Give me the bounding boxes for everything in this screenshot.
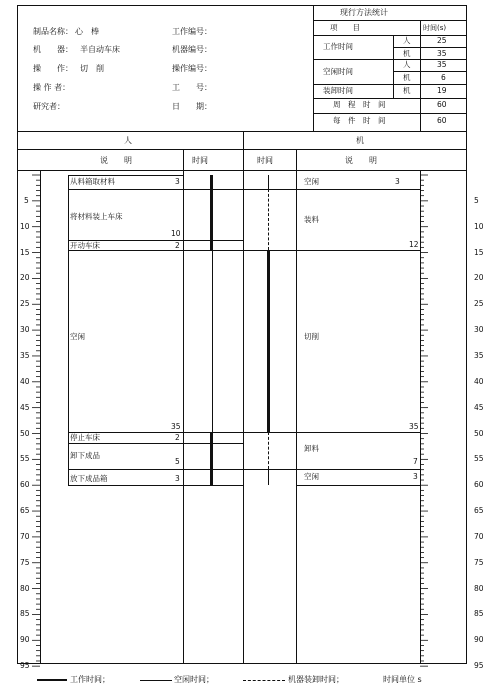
right-scale-label: 10 bbox=[474, 221, 484, 231]
person-row-1-text: 从料箱取材料 bbox=[70, 177, 115, 186]
legend-idle-line bbox=[140, 680, 172, 681]
legend-unit: 时间单位 s bbox=[383, 675, 422, 684]
researcher-label: 研究者： bbox=[33, 102, 65, 111]
left-scale-label: 35 bbox=[20, 350, 30, 360]
machine-row-4-text: 卸料 bbox=[304, 444, 319, 453]
person-row-6-value: 5 bbox=[175, 457, 180, 466]
operation-value: 切 削 bbox=[80, 64, 104, 73]
left-scale-label: 25 bbox=[20, 299, 30, 309]
machine-no-label: 机器编号： bbox=[172, 45, 212, 54]
person-header: 人 bbox=[124, 136, 132, 145]
machine-row-5-text: 空闲 bbox=[304, 472, 319, 481]
left-scale-label: 90 bbox=[20, 635, 30, 645]
person-row-4-value: 35 bbox=[171, 422, 181, 431]
right-scale-label: 80 bbox=[474, 583, 484, 593]
left-scale-label: 55 bbox=[20, 454, 30, 464]
right-scale-label: 50 bbox=[474, 428, 484, 438]
operation-label: 操 作： bbox=[33, 64, 73, 73]
left-scale-label: 20 bbox=[20, 273, 30, 283]
right-scale-label: 45 bbox=[474, 402, 484, 412]
person-row-3-value: 2 bbox=[175, 241, 180, 250]
right-scale-label: 65 bbox=[474, 506, 484, 516]
left-scale-label: 15 bbox=[20, 247, 30, 257]
person-row-5-value: 2 bbox=[175, 433, 180, 442]
left-scale-label: 80 bbox=[20, 583, 30, 593]
right-scale-label: 40 bbox=[474, 376, 484, 386]
right-scale-label: 85 bbox=[474, 609, 484, 619]
person-row-2-text: 将材料装上车床 bbox=[70, 212, 123, 221]
left-scale-label: 50 bbox=[20, 428, 30, 438]
stats-title: 现行方法统计 bbox=[340, 8, 388, 17]
right-scale-label: 25 bbox=[474, 299, 484, 309]
product-value: 心 棒 bbox=[75, 27, 99, 36]
left-scale-label: 45 bbox=[20, 402, 30, 412]
stats-col-item: 项 目 bbox=[330, 23, 360, 32]
left-scale-label: 75 bbox=[20, 557, 30, 567]
machine-row-4-value: 7 bbox=[413, 457, 418, 466]
right-scale-label: 75 bbox=[474, 557, 484, 567]
legend-work-line bbox=[37, 679, 67, 681]
left-scale-label: 65 bbox=[20, 506, 30, 516]
person-row-4-text: 空闲 bbox=[70, 332, 85, 341]
right-scale-label: 5 bbox=[474, 195, 479, 205]
right-scale-label: 60 bbox=[474, 480, 484, 490]
machine-header: 机 bbox=[356, 136, 364, 145]
person-row-7-text: 放下成品箱 bbox=[70, 474, 108, 483]
left-scale-label: 85 bbox=[20, 609, 30, 619]
person-desc-header: 说 明 bbox=[100, 156, 132, 165]
machine-desc-header: 说 明 bbox=[345, 156, 377, 165]
left-scale-label: 40 bbox=[20, 376, 30, 386]
right-scale-label: 35 bbox=[474, 350, 484, 360]
left-scale-label: 70 bbox=[20, 531, 30, 541]
machine-row-2-value: 12 bbox=[409, 240, 419, 249]
left-scale-label: 10 bbox=[20, 221, 30, 231]
left-scale-label: 5 bbox=[24, 195, 29, 205]
worker-no-label: 工 号： bbox=[172, 83, 212, 92]
legend-work: 工作时间； bbox=[70, 675, 110, 684]
person-row-5-text: 停止车床 bbox=[70, 433, 100, 442]
person-row-2-value: 10 bbox=[171, 229, 181, 238]
person-row-1-value: 3 bbox=[175, 177, 180, 186]
right-scale-label: 55 bbox=[474, 454, 484, 464]
machine-row-5-value: 3 bbox=[413, 472, 418, 481]
legend-load: 机器装卸时间； bbox=[288, 675, 344, 684]
machine-label: 机 器： bbox=[33, 45, 73, 54]
work-no-label: 工作编号： bbox=[172, 27, 212, 36]
left-scale-label: 60 bbox=[20, 480, 30, 490]
machine-row-1-value: 3 bbox=[395, 177, 400, 186]
right-scale-label: 95 bbox=[474, 661, 484, 671]
right-scale-label: 30 bbox=[474, 325, 484, 335]
stats-col-time: 时间(s) bbox=[423, 24, 447, 32]
operation-no-label: 操作编号： bbox=[172, 64, 212, 73]
product-label: 制品名称： bbox=[33, 27, 73, 36]
machine-row-3-text: 切削 bbox=[304, 332, 319, 341]
person-row-3-text: 开动车床 bbox=[70, 241, 100, 250]
machine-row-2-text: 装料 bbox=[304, 215, 319, 224]
right-scale-label: 20 bbox=[474, 273, 484, 283]
machine-time-header: 时间 bbox=[257, 156, 273, 165]
legend-idle: 空闲时间； bbox=[174, 675, 214, 684]
right-scale-label: 90 bbox=[474, 635, 484, 645]
machine-row-3-value: 35 bbox=[409, 422, 419, 431]
left-scale-label: 95 bbox=[20, 661, 30, 671]
right-scale-label: 70 bbox=[474, 531, 484, 541]
legend-load-line bbox=[243, 680, 285, 681]
machine-value: 半自动车床 bbox=[80, 45, 120, 54]
left-scale-label: 30 bbox=[20, 325, 30, 335]
person-row-7-value: 3 bbox=[175, 474, 180, 483]
operator-label: 操 作 者： bbox=[33, 83, 71, 92]
right-scale-label: 15 bbox=[474, 247, 484, 257]
person-row-6-text: 卸下成品 bbox=[70, 451, 100, 460]
person-time-header: 时间 bbox=[192, 156, 208, 165]
machine-row-1-text: 空闲 bbox=[304, 177, 319, 186]
date-label: 日 期： bbox=[172, 102, 212, 111]
